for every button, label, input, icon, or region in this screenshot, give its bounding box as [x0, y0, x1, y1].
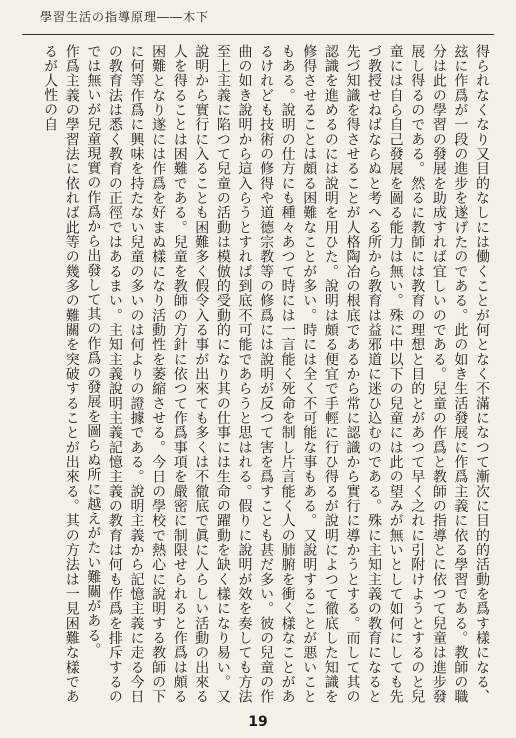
- page-number: 19: [248, 714, 268, 730]
- body-text: [24, 44, 492, 704]
- header-divider: [22, 34, 494, 35]
- paragraph-1: 得られなくなり又目的なしには働くことが何となく不滿になつて漸次に目的的活動を爲す樣になる、玆に作爲が一段の進步を遂げたのである。此の如き生活發展に作爲主義に依る學習である。教師の職分は此の學習の發展を助成すれば宜しいのである。兒童の作爲と教師の指導とに依つて兒童は進步發展し得るのである。然るに教師には教育の理想と目的とがあつて早く之れに引附けようとするのと兒童には自ら自己發展を圖る能力は無い。殊に中以下の兒童には此の望みが無いとして如何にしても先づ教授せねばならぬと考へる所から教育は益邪道に迷ひ込むのである。殊に主知主義の教育になると先づ知識を得させることが人格陶冶の根底であるから常に認識から實行に導かうとする。而して其の認識を進めるのには說明を用ひた。說明は頗る便宜で手輕に行ひ得るが說明によつて徹底した知識を修得させることは頗る困難なことが多い。時には全く不可能な事もある。又說明することが悪いこともある。說明の仕方にも種々あつて時には一言能く死命を制し片言能く人の肺腑を衝く樣なことがあるけれども技術の修得や道德宗教等の修爲には說明が反つて害を爲すことも甚だ多い。彼の兒童の作曲の如き說明から這入らうとすれば到底不可能であらうと思はれる。假りに說明が效を奏しても方法至上主義に陷つて兒童の活動は模倣的受動的になり其の仕事には生命の躍動を缺く樣になり易い。又說明から實行に入ることも困難多く假令入る事が出來ても多くは不徹底で眞に人らしい活動の出來る人を得ることは困難である。兒童を教師の方針に依つて作爲事項を嚴密に制限せられると作爲は頗る困難となり遂には作爲を好まぬ樣になり活動性を萎縮させる。今日の學校で熱心に說明する教師の下に何等作爲に興味を持たない兒童の多いのは何よりの證據である。說明主義から記憶主義に走る今日の教育法は悉く教育の正徑ではあるまい。主知主義說明主義記憶主義の教育は何も作爲を排斥するのでは無いが兒童現實の作爲から出發して其の作爲の發展を圖らぬ所に越えがたい難關がある。: [85, 44, 490, 704]
- running-head: 學習生活の指導原理――木下: [40, 10, 210, 24]
- paragraph-2: 作爲主義の學習法に依れば此等の幾多の難關を突破することが出來る。其の方法は一見困難な樣であるが人性の自: [42, 44, 80, 704]
